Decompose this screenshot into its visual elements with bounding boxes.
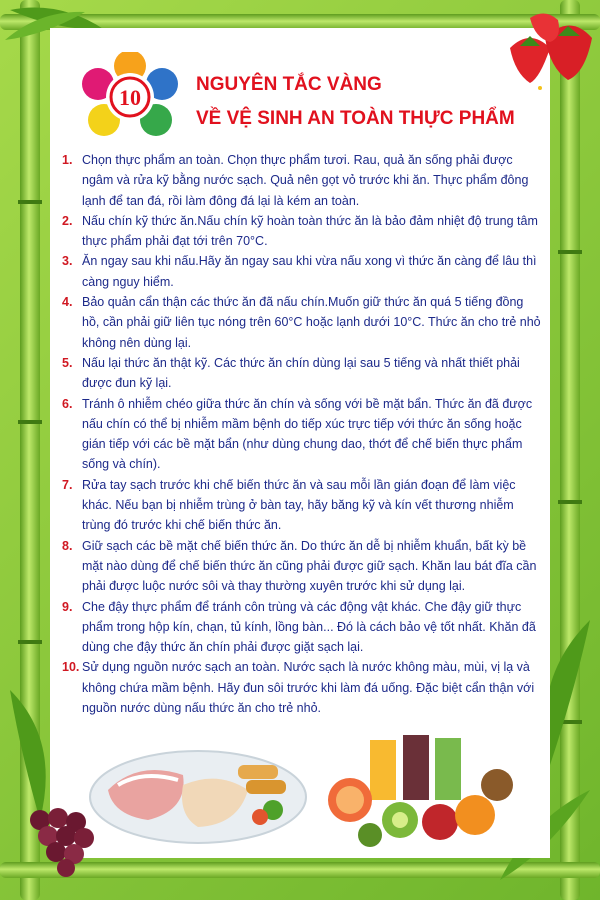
list-item [62, 292, 542, 353]
rule-number: 6. [62, 396, 73, 411]
fruit-juice-icon [325, 730, 515, 850]
rule-text: Sử dụng nguồn nước sạch an toàn. Nước sạch là nước không màu, mùi, vị lạ và không chứa mầm bệnh. Hãy đun sôi trước khi làm đá uống. Đặc biệt cẩn thận với nguồn nước dùng nấu thức ăn cho trẻ nhỏ. [82, 660, 535, 716]
rule-text: Rửa tay sạch trước khi chế biến thức ăn và sau mỗi lần gián đoạn để làm việc khác. Nếu bạn bị nhiễm trùng ở bàn tay, hãy băng kỹ và kín vết thương nhiễm trùng đó trước khi chế biến thức ăn. [82, 477, 516, 533]
rule-text: Tránh ô nhiễm chéo giữa thức ăn chín và sống với bề mặt bẩn. Thức ăn đã được nấu chín có thể bị nhiễm mầm bệnh do tiếp xúc trực tiếp với thức ăn sống hoặc gián tiếp với các bề mặt bẩn (như dùng chung dao, thớt để chế biến thực phẩm sống và chín). [82, 396, 533, 472]
rule-number: 10. [62, 660, 80, 675]
meat-platter-icon [88, 735, 308, 845]
rule-text: Giữ sạch các bề mặt chế biến thức ăn. Do thức ăn dễ bị nhiễm khuẩn, bất kỳ bề mặt nào dùng để chế biến thức ăn cũng phải được giữ sạch. Khăn lau bát đĩa cần phải được luộc nước sôi và thay thường xuyên trước khi sử dụng lại. [82, 538, 537, 594]
grapes-icon [20, 800, 110, 880]
rule-number: 8. [62, 538, 73, 553]
rule-number: 1. [62, 153, 73, 167]
list-item [62, 536, 542, 597]
rule-number: 4. [62, 295, 73, 310]
list-item [62, 353, 542, 394]
flower-logo-icon [80, 52, 180, 142]
list-item [62, 150, 542, 211]
rule-number: 5. [62, 355, 73, 370]
list-item [62, 475, 542, 536]
rules-list [62, 150, 542, 718]
list-item [62, 597, 542, 658]
title-line-2: VỀ VỆ SINH AN TOÀN THỰC PHẨM [196, 108, 515, 129]
rule-text: Nấu chín kỹ thức ăn.Nấu chín kỹ hoàn toàn thức ăn là bảo đảm nhiệt độ trung tâm thực phẩm phải đạt tới trên 70°C. [82, 213, 538, 249]
rule-text: Bảo quản cẩn thận các thức ăn đã nấu chín.Muốn giữ thức ăn quá 5 tiếng đồng hồ, cần phải giữ liên tục nóng trên 60°C hoặc lạnh dưới 10°C. Thức ăn cho trẻ nhỏ không nên dùng lại. [82, 295, 541, 350]
bamboo-node [18, 200, 42, 204]
list-item [62, 657, 542, 718]
bamboo-node [18, 420, 42, 424]
bamboo-node [558, 250, 582, 254]
strawberry-icon [500, 8, 595, 93]
rule-text: Chọn thực phẩm an toàn. Chọn thực phẩm tươi. Rau, quả ăn sống phải được ngâm và rửa kỹ bằng nước sạch. Quả nên gọt vỏ trước khi ăn. Thực phẩm đông lạnh để tan đá, rồi làm đông đá lại là kém an toàn. [82, 153, 529, 208]
rule-text: Ăn ngay sau khi nấu.Hãy ăn ngay sau khi vừa nấu xong vì thức ăn càng để lâu thì càng nguy hiểm. [82, 254, 537, 289]
list-item [62, 211, 542, 252]
rule-number: 2. [62, 213, 73, 228]
rule-text: Che đậy thực phẩm để tránh côn trùng và các động vật khác. Che đậy giữ thực phẩm trong hộp kín, chạn, tủ kính, lồng bàn... Đó là cách bảo vệ tốt nhất. Khăn đã dùng che đậy thức ăn chín phải được giặt sạch lại. [82, 599, 536, 655]
page-title [196, 68, 526, 136]
rule-text: Nấu lại thức ăn thật kỹ. Các thức ăn chín dùng lại sau 5 tiếng và nhất thiết phải được đun kỹ lại. [82, 355, 520, 391]
rule-number: 9. [62, 599, 73, 614]
title-line-1: NGUYÊN TẮC VÀNG [196, 74, 382, 95]
bamboo-node [18, 640, 42, 644]
rule-number: 3. [62, 254, 73, 269]
list-item [62, 394, 542, 475]
rule-number: 7. [62, 477, 73, 492]
bamboo-node [558, 500, 582, 504]
list-item [62, 251, 542, 292]
badge-number: 10 [119, 85, 141, 110]
